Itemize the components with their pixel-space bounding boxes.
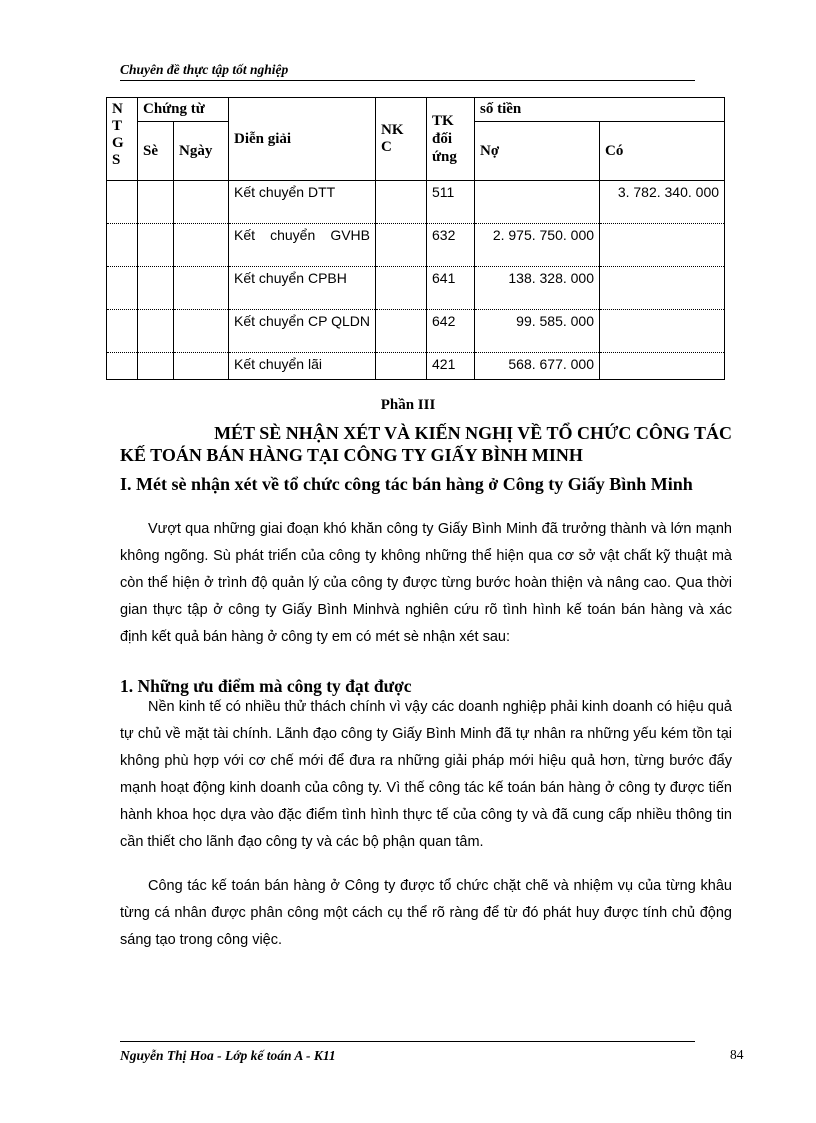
header-tk: TK đối ứng — [427, 98, 475, 181]
header-co: Có — [600, 122, 725, 181]
header-so-tien: số tiền — [475, 98, 725, 122]
row-tk: 421 — [427, 353, 475, 380]
chapter-title-line1: MÉT SÈ NHẬN XÉT VÀ KIẾN NGHỊ VỀ TỔ CHỨC CÔNG TÁC — [214, 423, 732, 443]
row-no: 138. 328. 000 — [475, 267, 600, 310]
header-nkc: NK C — [376, 98, 427, 181]
chapter-title-line2: KẾ TOÁN BÁN HÀNG TẠI CÔNG TY GIẤY BÌNH MINH — [120, 445, 583, 465]
row-no — [475, 181, 600, 224]
footer-author: Nguyễn Thị Hoa - Lớp kế toán A - K11 — [120, 1041, 695, 1064]
header-no: Nợ — [475, 122, 600, 181]
ledger-table — [106, 97, 725, 380]
paragraph-1: Vượt qua những giai đoạn khó khăn công ty Giấy Bình Minh đã trưởng thành và lớn mạnh không ngõng. Sù phát triển của công ty không những thể hiện qua cơ sở vật chất kỹ thuật mà còn thể hiện ở trình độ quản lý của công ty được từng bước hoàn thiện và nâng cao. Qua thời gian thực tập ở công ty Giấy Bình Minhvà nghiên cứu rõ tình hình kế toán bán hàng và xác định kết quả bán hàng ở công ty em có mét sè nhận xét sau: — [120, 521, 732, 645]
row-co — [600, 267, 725, 310]
section1-heading: I. Mét sè nhận xét về tổ chức công tác bán hàng ở Công ty Giấy Bình Minh — [120, 474, 693, 494]
row-tk: 511 — [427, 181, 475, 224]
paragraph-3: Công tác kế toán bán hàng ở Công ty được tổ chức chặt chẽ và nhiệm vụ của từng khâu từng cá nhân được phân công một cách cụ thể rõ ràng để từ đó phát huy được tính chủ động sáng tạo trong công việc. — [120, 878, 732, 948]
row-co: 3. 782. 340. 000 — [600, 181, 725, 224]
header-dien-giai: Diễn giải — [229, 98, 376, 181]
page-number: 84 — [730, 1047, 744, 1062]
table-row — [107, 267, 725, 310]
row-co — [600, 353, 725, 380]
row-co — [600, 224, 725, 267]
table-row — [107, 353, 725, 380]
row-tk: 641 — [427, 267, 475, 310]
row-no: 99. 585. 000 — [475, 310, 600, 353]
table-row — [107, 181, 725, 224]
table-row — [107, 310, 725, 353]
table-row — [107, 224, 725, 267]
header-ngay: Ngày — [174, 122, 229, 181]
section2-heading: 1. Những ưu điểm mà công ty đạt được — [120, 676, 412, 696]
row-tk: 642 — [427, 310, 475, 353]
running-header: Chuyên đề thực tập tốt nghiệp — [120, 62, 695, 81]
row-dien-giai: Kết chuyển DTT — [229, 181, 376, 224]
header-ntgs: N T G S — [107, 98, 138, 181]
part-label: Phần III — [380, 397, 436, 413]
row-dien-giai: Kết chuyển lãi — [229, 353, 376, 380]
header-se: Sè — [138, 122, 174, 181]
chapter-title — [120, 422, 732, 466]
row-dien-giai: Kết chuyển CP QLDN — [229, 310, 376, 353]
row-dien-giai: Kết chuyển GVHB — [229, 224, 376, 267]
row-tk: 632 — [427, 224, 475, 267]
row-no: 568. 677. 000 — [475, 353, 600, 380]
paragraph-2: Nền kinh tế có nhiều thử thách chính vì vậy các doanh nghiệp phải kinh doanh có hiệu quả tự chủ về mặt tài chính. Lãnh đạo công ty Giấy Bình Minh đã tự nhân ra những yếu kém tồn tại không phù hợp với cơ chế mới để đưa ra những giải pháp mới hiệu quả hơn, từng bước đẩy mạnh hoạt động kinh doanh của công ty. Vì thế công tác kế toán bán hàng ở công ty được tiến hành khoa học dựa vào đặc điểm tình hình thực tế của công ty và đã cung cấp nhiều thông tin cần thiết cho lãnh đạo công ty và các bộ phận quan tâm. — [120, 699, 732, 850]
header-chung-tu: Chứng từ — [138, 98, 229, 122]
row-no: 2. 975. 750. 000 — [475, 224, 600, 267]
row-dien-giai: Kết chuyển CPBH — [229, 267, 376, 310]
row-co — [600, 310, 725, 353]
